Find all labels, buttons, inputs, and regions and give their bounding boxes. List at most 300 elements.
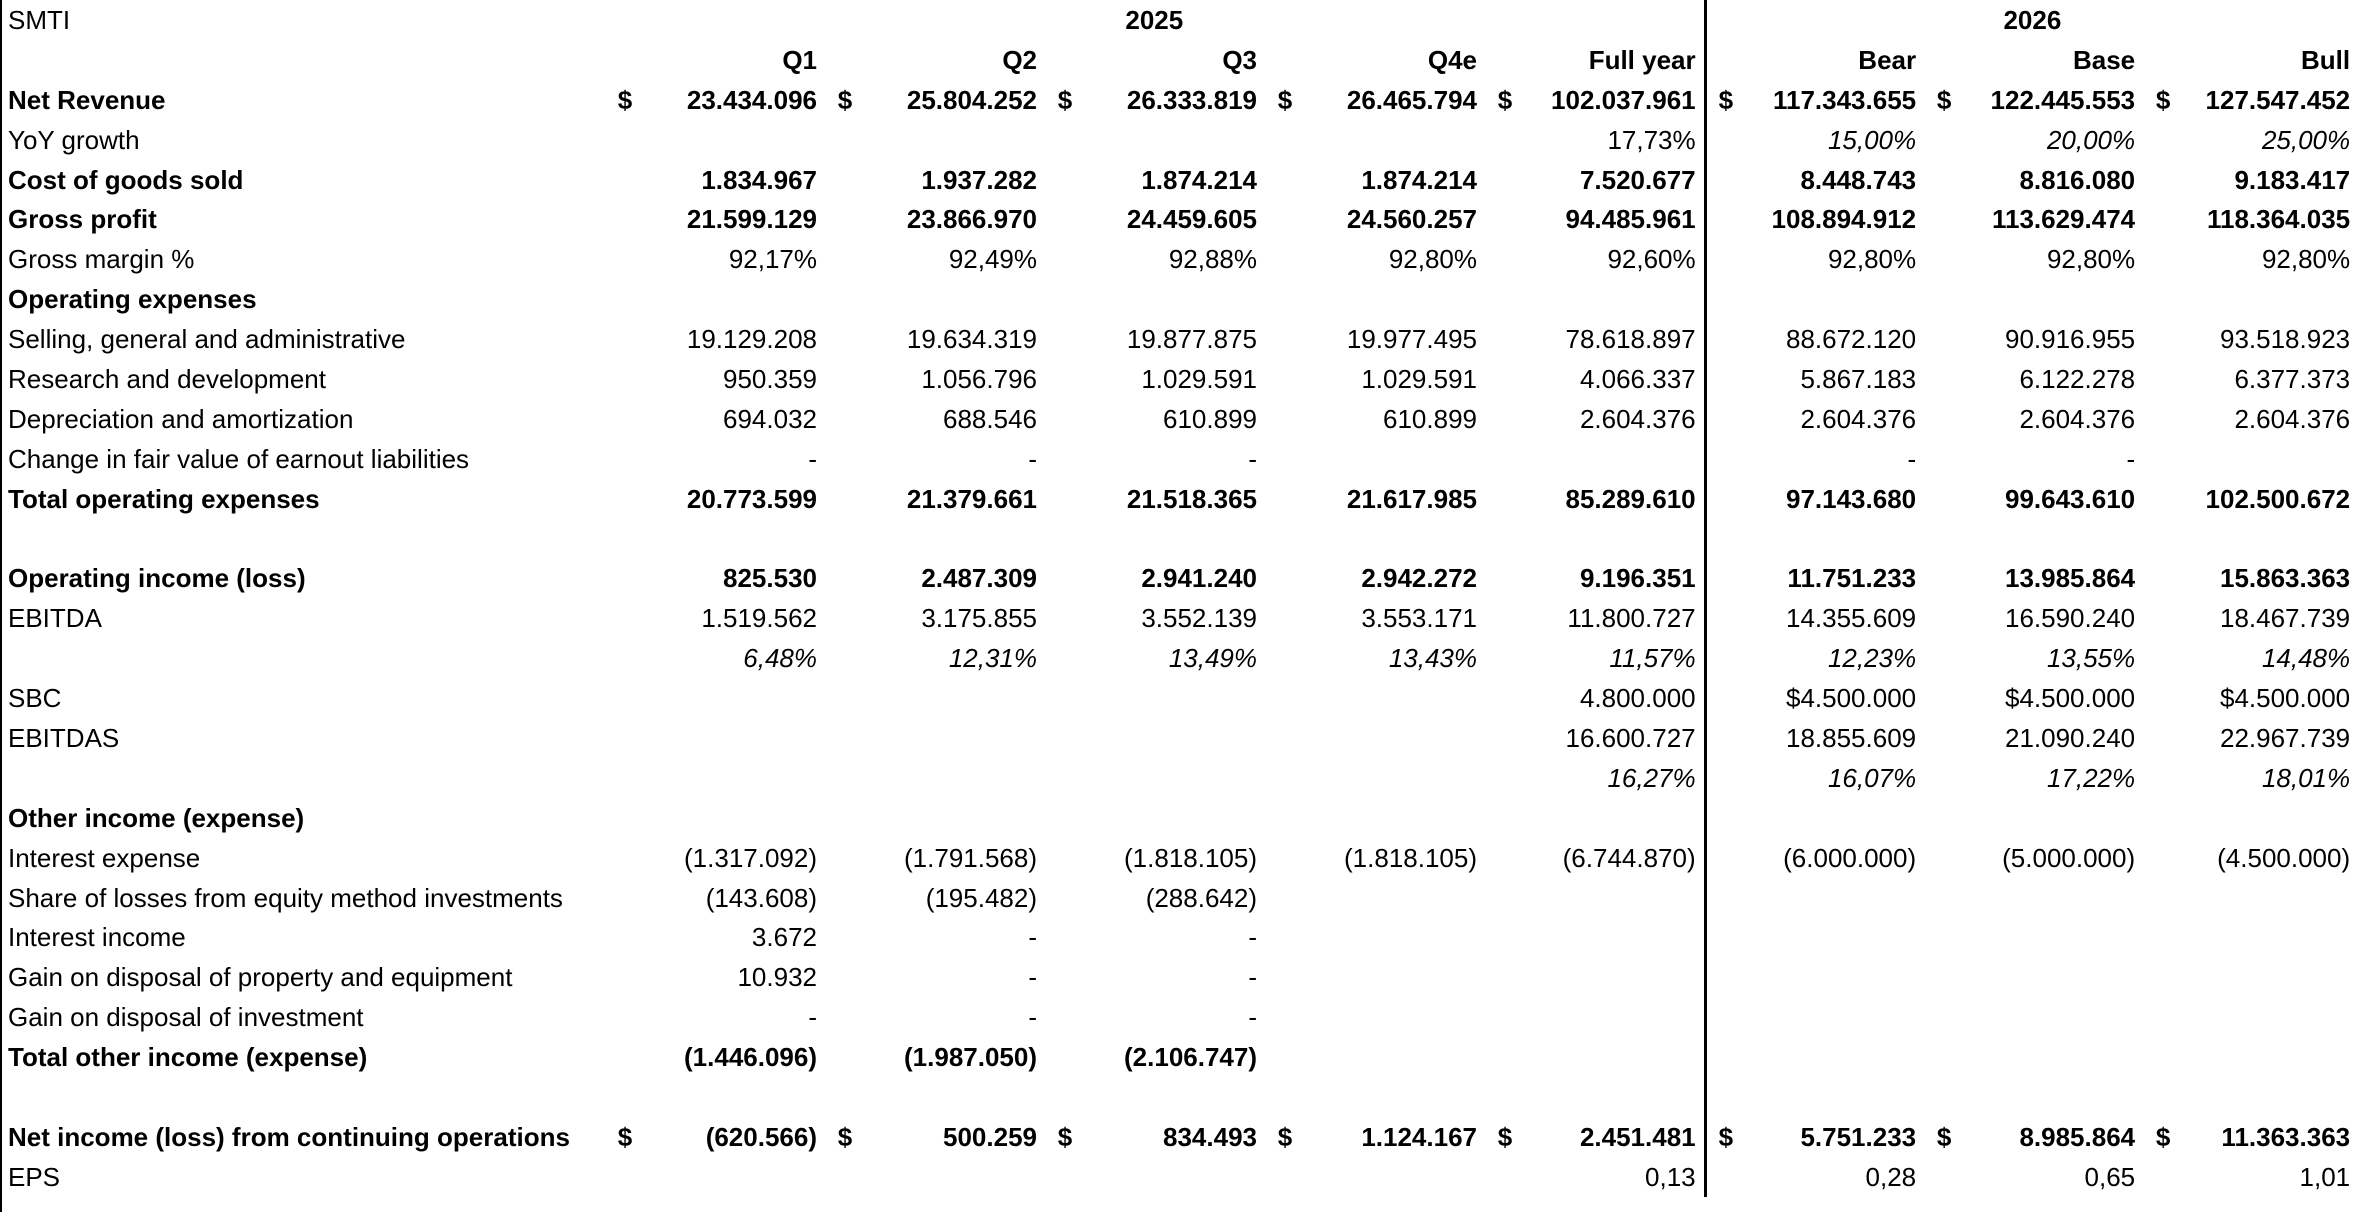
value-cell[interactable]: [1305, 957, 1485, 997]
value-cell[interactable]: (1.317.092): [684, 842, 817, 873]
value-cell[interactable]: [1305, 519, 1485, 559]
value-cell[interactable]: [2183, 798, 2358, 838]
row-label[interactable]: Interest expense: [8, 842, 201, 873]
header-full-year[interactable]: Full year: [1525, 40, 1705, 80]
dollar-sign-cell[interactable]: [1045, 479, 1085, 519]
header-q1[interactable]: Q1: [782, 44, 817, 75]
dollar-sign-cell[interactable]: [1705, 1037, 1745, 1077]
dollar-sign-cell[interactable]: [1924, 199, 1964, 239]
dollar-sign-cell[interactable]: $: [1497, 1121, 1513, 1152]
dollar-sign-cell[interactable]: [1485, 120, 1525, 160]
dollar-sign-cell[interactable]: [1265, 319, 1305, 359]
dollar-sign-cell[interactable]: [1045, 917, 1085, 957]
value-cell[interactable]: 15,00%: [1827, 124, 1917, 155]
value-cell[interactable]: 2.487.309: [921, 563, 1037, 594]
dollar-sign-cell[interactable]: [1485, 279, 1525, 319]
header-q4e[interactable]: Q4e: [1427, 44, 1477, 75]
value-cell[interactable]: [1305, 798, 1485, 838]
value-cell[interactable]: 92,17%: [728, 244, 817, 275]
value-cell[interactable]: (143.608): [705, 882, 817, 913]
dollar-sign-cell[interactable]: [1265, 519, 1305, 559]
dollar-sign-cell[interactable]: [605, 917, 645, 957]
value-cell[interactable]: (6.744.870): [1525, 838, 1705, 878]
dollar-sign-cell[interactable]: [1485, 399, 1525, 439]
value-cell[interactable]: [1745, 798, 1924, 838]
value-cell[interactable]: [1305, 120, 1485, 160]
header-label-cell[interactable]: [0, 40, 605, 80]
value-cell[interactable]: [1305, 1157, 1485, 1197]
dollar-sign-cell[interactable]: [1265, 598, 1305, 638]
value-cell[interactable]: $4.500.000: [2219, 683, 2351, 714]
value-cell[interactable]: [1525, 279, 1705, 319]
dollar-sign-cell[interactable]: [1265, 638, 1305, 678]
dollar-sign-cell[interactable]: [1705, 519, 1745, 559]
value-cell[interactable]: 8.985.864: [2019, 1121, 2136, 1152]
row-label[interactable]: Interest income: [8, 922, 186, 953]
dollar-sign-cell[interactable]: [1924, 479, 1964, 519]
value-cell[interactable]: 17,22%: [2046, 762, 2136, 793]
value-cell[interactable]: -: [1028, 1002, 1037, 1033]
value-cell[interactable]: 17,73%: [1525, 120, 1705, 160]
value-cell[interactable]: 1.056.796: [921, 363, 1037, 394]
dollar-sign-cell[interactable]: [1265, 878, 1305, 918]
value-cell[interactable]: (6.000.000): [1783, 842, 1917, 873]
value-cell[interactable]: 4.066.337: [1525, 359, 1705, 399]
value-cell[interactable]: 16.600.727: [1525, 718, 1705, 758]
value-cell[interactable]: [645, 718, 825, 758]
dollar-sign-cell[interactable]: [1265, 957, 1305, 997]
row-label[interactable]: Operating expenses: [8, 284, 257, 315]
value-cell[interactable]: [1525, 917, 1705, 957]
value-cell[interactable]: 15.863.363: [2219, 563, 2351, 594]
dollar-sign-cell[interactable]: $: [2155, 1121, 2171, 1152]
dollar-sign-cell[interactable]: [2143, 359, 2183, 399]
value-cell[interactable]: 92,80%: [2046, 244, 2136, 275]
value-cell[interactable]: [1964, 878, 2143, 918]
dollar-sign-cell[interactable]: [1265, 439, 1305, 479]
dollar-sign-cell[interactable]: [2143, 598, 2183, 638]
dollar-sign-cell[interactable]: [825, 439, 865, 479]
dollar-sign-cell[interactable]: [2143, 638, 2183, 678]
dollar-sign-cell[interactable]: [825, 1157, 865, 1197]
value-cell[interactable]: 24.560.257: [1346, 204, 1477, 235]
value-cell[interactable]: 23.866.970: [906, 204, 1037, 235]
value-cell[interactable]: 14.355.609: [1785, 603, 1917, 634]
value-cell[interactable]: $4.500.000: [2004, 683, 2136, 714]
row-label[interactable]: Operating income (loss): [8, 563, 306, 594]
dollar-sign-cell[interactable]: [1485, 838, 1525, 878]
dollar-sign-cell[interactable]: [1485, 678, 1525, 718]
dollar-sign-cell[interactable]: [605, 957, 645, 997]
value-cell[interactable]: [1745, 917, 1924, 957]
dollar-sign-cell[interactable]: [1705, 399, 1745, 439]
value-cell[interactable]: 3.552.139: [1141, 603, 1257, 634]
row-label[interactable]: Research and development: [8, 363, 326, 394]
value-cell[interactable]: 5.867.183: [1800, 363, 1917, 394]
dollar-sign-cell[interactable]: [605, 838, 645, 878]
value-cell[interactable]: [645, 798, 825, 838]
dollar-sign-cell[interactable]: [1265, 279, 1305, 319]
dollar-sign-cell[interactable]: [1045, 319, 1085, 359]
row-label[interactable]: YoY growth: [8, 124, 140, 155]
value-cell[interactable]: 1.029.591: [1361, 363, 1477, 394]
value-cell[interactable]: 16,27%: [1525, 758, 1705, 798]
value-cell[interactable]: 24.459.605: [1126, 204, 1257, 235]
dollar-sign-cell[interactable]: [1924, 678, 1964, 718]
dollar-sign-cell[interactable]: [825, 199, 865, 239]
value-cell[interactable]: 25,00%: [2261, 124, 2351, 155]
value-cell[interactable]: [2183, 957, 2358, 997]
dollar-sign-cell[interactable]: [1485, 439, 1525, 479]
value-cell[interactable]: 6.122.278: [2019, 363, 2136, 394]
dollar-sign-cell[interactable]: [2143, 479, 2183, 519]
value-cell[interactable]: 99.643.610: [2004, 483, 2136, 514]
row-label[interactable]: Gross margin %: [8, 244, 195, 275]
dollar-sign-cell[interactable]: [1924, 598, 1964, 638]
value-cell[interactable]: (5.000.000): [2002, 842, 2136, 873]
dollar-sign-cell[interactable]: [605, 678, 645, 718]
value-cell[interactable]: [1964, 1037, 2143, 1077]
value-cell[interactable]: 92,80%: [1388, 244, 1477, 275]
value-cell[interactable]: 88.672.120: [1785, 324, 1917, 355]
dollar-sign-cell[interactable]: [605, 479, 645, 519]
value-cell[interactable]: -: [2126, 443, 2136, 474]
dollar-sign-cell[interactable]: [605, 279, 645, 319]
row-label[interactable]: Cost of goods sold: [8, 164, 244, 195]
dollar-sign-cell[interactable]: $: [1718, 1121, 1734, 1152]
value-cell[interactable]: 92,80%: [1827, 244, 1917, 275]
dollar-sign-cell[interactable]: [825, 558, 865, 598]
dollar-sign-cell[interactable]: [1924, 519, 1964, 559]
row-label[interactable]: [0, 638, 605, 678]
dollar-sign-cell[interactable]: [825, 399, 865, 439]
dollar-sign-cell[interactable]: [1485, 1077, 1525, 1117]
dollar-sign-cell[interactable]: [1265, 160, 1305, 200]
value-cell[interactable]: 688.546: [943, 403, 1037, 434]
header-q3[interactable]: Q3: [1222, 44, 1257, 75]
value-cell[interactable]: 1.834.967: [701, 164, 817, 195]
dollar-sign-cell[interactable]: [825, 160, 865, 200]
dollar-sign-cell[interactable]: [2143, 1077, 2183, 1117]
value-cell[interactable]: 0,28: [1865, 1161, 1917, 1192]
value-cell[interactable]: [1964, 957, 2143, 997]
value-cell[interactable]: -: [1028, 922, 1037, 953]
dollar-sign-cell[interactable]: $: [617, 1121, 633, 1152]
dollar-sign-cell[interactable]: [2143, 160, 2183, 200]
dollar-sign-cell[interactable]: [1705, 319, 1745, 359]
dollar-sign-cell[interactable]: [1045, 1157, 1085, 1197]
dollar-sign-cell[interactable]: [605, 319, 645, 359]
row-label[interactable]: Change in fair value of earnout liabilities: [8, 443, 470, 474]
value-cell[interactable]: [1525, 1077, 1705, 1117]
dollar-sign-cell[interactable]: [1705, 359, 1745, 399]
dollar-sign-cell[interactable]: [1265, 838, 1305, 878]
value-cell[interactable]: [1525, 878, 1705, 918]
dollar-sign-cell[interactable]: [2143, 399, 2183, 439]
value-cell[interactable]: 90.916.955: [2004, 324, 2136, 355]
row-label[interactable]: EPS: [8, 1161, 61, 1192]
value-cell[interactable]: 2.451.481: [1525, 1117, 1705, 1157]
value-cell[interactable]: [1305, 917, 1485, 957]
value-cell[interactable]: 2.941.240: [1141, 563, 1257, 594]
value-cell[interactable]: [1305, 279, 1485, 319]
dollar-sign-cell[interactable]: $: [1936, 84, 1952, 115]
dollar-sign-cell[interactable]: [1485, 519, 1525, 559]
dollar-sign-cell[interactable]: [825, 917, 865, 957]
dollar-sign-cell[interactable]: [825, 957, 865, 997]
dollar-sign-cell[interactable]: [1045, 1077, 1085, 1117]
value-cell[interactable]: 12,31%: [948, 643, 1037, 674]
dollar-sign-cell[interactable]: $: [1936, 1121, 1952, 1152]
value-cell[interactable]: -: [1248, 962, 1257, 993]
dollar-sign-cell[interactable]: [605, 558, 645, 598]
value-cell[interactable]: 118.364.035: [2206, 204, 2351, 235]
dollar-sign-cell[interactable]: [1485, 598, 1525, 638]
value-cell[interactable]: 610.899: [1383, 403, 1477, 434]
dollar-sign-cell[interactable]: [1705, 878, 1745, 918]
value-cell[interactable]: (4.500.000): [2217, 842, 2351, 873]
dollar-sign-cell[interactable]: [1924, 838, 1964, 878]
value-cell[interactable]: 113.629.474: [1991, 204, 2136, 235]
dollar-sign-cell[interactable]: [605, 798, 645, 838]
value-cell[interactable]: [1305, 878, 1485, 918]
dollar-sign-cell[interactable]: [1924, 319, 1964, 359]
dollar-sign-cell[interactable]: [1045, 878, 1085, 918]
value-cell[interactable]: 78.618.897: [1525, 319, 1705, 359]
row-label[interactable]: [0, 519, 605, 559]
value-cell[interactable]: [1085, 120, 1265, 160]
value-cell[interactable]: [2183, 997, 2358, 1037]
value-cell[interactable]: 25.804.252: [906, 84, 1037, 115]
dollar-sign-cell[interactable]: [1265, 479, 1305, 519]
dollar-sign-cell[interactable]: [1924, 160, 1964, 200]
dollar-sign-cell[interactable]: [1485, 359, 1525, 399]
row-label[interactable]: Total operating expenses: [8, 483, 320, 514]
ticker-cell[interactable]: SMTI: [8, 4, 71, 35]
dollar-sign-cell[interactable]: [1045, 199, 1085, 239]
value-cell[interactable]: 2.604.376: [1525, 399, 1705, 439]
value-cell[interactable]: 18.467.739: [2219, 603, 2351, 634]
value-cell[interactable]: [645, 120, 825, 160]
value-cell[interactable]: 11,57%: [1525, 638, 1705, 678]
dollar-sign-cell[interactable]: [1924, 638, 1964, 678]
dollar-sign-cell[interactable]: [1265, 359, 1305, 399]
value-cell[interactable]: [1085, 279, 1265, 319]
dollar-sign-cell[interactable]: [1265, 1157, 1305, 1197]
dollar-sign-cell[interactable]: [1045, 519, 1085, 559]
dollar-sign-cell[interactable]: [2143, 1037, 2183, 1077]
value-cell[interactable]: [1745, 279, 1924, 319]
dollar-sign-cell[interactable]: [2143, 878, 2183, 918]
value-cell[interactable]: 94.485.961: [1525, 199, 1705, 239]
value-cell[interactable]: (288.642): [1145, 882, 1257, 913]
dollar-sign-cell[interactable]: [2143, 558, 2183, 598]
dollar-sign-cell[interactable]: [605, 439, 645, 479]
dollar-sign-cell[interactable]: [2143, 957, 2183, 997]
value-cell[interactable]: [1745, 878, 1924, 918]
value-cell[interactable]: 834.493: [1163, 1121, 1257, 1152]
dollar-sign-cell[interactable]: [1265, 199, 1305, 239]
dollar-sign-cell[interactable]: [2143, 798, 2183, 838]
value-cell[interactable]: 102.037.961: [1525, 80, 1705, 120]
dollar-sign-cell[interactable]: [1045, 439, 1085, 479]
dollar-sign-cell[interactable]: [825, 120, 865, 160]
value-cell[interactable]: 127.547.452: [2205, 84, 2351, 115]
row-label[interactable]: Net income (loss) from continuing operations: [8, 1121, 570, 1152]
value-cell[interactable]: [1085, 1157, 1265, 1197]
value-cell[interactable]: [2183, 519, 2358, 559]
value-cell[interactable]: [1964, 997, 2143, 1037]
value-cell[interactable]: 21.599.129: [686, 204, 817, 235]
dollar-sign-cell[interactable]: [1705, 917, 1745, 957]
value-cell[interactable]: 102.500.672: [2205, 483, 2351, 514]
value-cell[interactable]: [1745, 1037, 1924, 1077]
value-cell[interactable]: [2183, 1077, 2358, 1117]
value-cell[interactable]: [1745, 997, 1924, 1037]
dollar-sign-cell[interactable]: [1265, 558, 1305, 598]
value-cell[interactable]: 825.530: [723, 563, 817, 594]
dollar-sign-cell[interactable]: [2143, 199, 2183, 239]
dollar-sign-cell[interactable]: [825, 319, 865, 359]
value-cell[interactable]: 10.932: [737, 962, 817, 993]
value-cell[interactable]: [2183, 439, 2358, 479]
value-cell[interactable]: 3.672: [751, 922, 817, 953]
dollar-sign-cell[interactable]: [605, 718, 645, 758]
value-cell[interactable]: 11.363.363: [2221, 1121, 2351, 1152]
dollar-sign-cell[interactable]: [1485, 1157, 1525, 1197]
value-cell[interactable]: 14,48%: [2261, 643, 2351, 674]
dollar-sign-cell[interactable]: [1265, 239, 1305, 279]
dollar-sign-cell[interactable]: [1924, 997, 1964, 1037]
row-label[interactable]: Gain on disposal of property and equipment: [8, 962, 513, 993]
dollar-sign-cell[interactable]: [825, 598, 865, 638]
value-cell[interactable]: [1525, 519, 1705, 559]
value-cell[interactable]: 19.977.495: [1346, 324, 1477, 355]
dollar-sign-cell[interactable]: [1485, 718, 1525, 758]
value-cell[interactable]: [2183, 1037, 2358, 1077]
dollar-sign-cell[interactable]: [1924, 718, 1964, 758]
dollar-sign-cell[interactable]: [1924, 439, 1964, 479]
dollar-sign-cell[interactable]: [825, 1037, 865, 1077]
dollar-sign-cell[interactable]: [2143, 519, 2183, 559]
dollar-sign-cell[interactable]: [1924, 917, 1964, 957]
dollar-sign-cell[interactable]: [1705, 957, 1745, 997]
value-cell[interactable]: [865, 120, 1045, 160]
value-cell[interactable]: (1.818.105): [1344, 842, 1477, 873]
value-cell[interactable]: 21.617.985: [1346, 483, 1477, 514]
value-cell[interactable]: 7.520.677: [1525, 160, 1705, 200]
dollar-sign-cell[interactable]: [605, 1037, 645, 1077]
value-cell[interactable]: 122.445.553: [1990, 84, 2136, 115]
header-bear[interactable]: Bear: [1858, 44, 1917, 75]
value-cell[interactable]: [865, 678, 1045, 718]
value-cell[interactable]: 13.985.864: [2004, 563, 2136, 594]
value-cell[interactable]: 92,88%: [1168, 244, 1257, 275]
value-cell[interactable]: [865, 1077, 1045, 1117]
value-cell[interactable]: 93.518.923: [2219, 324, 2351, 355]
dollar-sign-cell[interactable]: [825, 519, 865, 559]
dollar-sign-cell[interactable]: [825, 997, 865, 1037]
value-cell[interactable]: 8.448.743: [1800, 164, 1917, 195]
value-cell[interactable]: [645, 1157, 825, 1197]
dollar-sign-cell[interactable]: [1485, 239, 1525, 279]
value-cell[interactable]: -: [1248, 1002, 1257, 1033]
value-cell[interactable]: 85.289.610: [1525, 479, 1705, 519]
value-cell[interactable]: 5.751.233: [1800, 1121, 1917, 1152]
dollar-sign-cell[interactable]: [1485, 878, 1525, 918]
dollar-sign-cell[interactable]: [1485, 1037, 1525, 1077]
value-cell[interactable]: (1.818.105): [1124, 842, 1257, 873]
dollar-sign-cell[interactable]: [2143, 838, 2183, 878]
dollar-sign-cell[interactable]: [1924, 359, 1964, 399]
dollar-sign-cell[interactable]: [605, 239, 645, 279]
value-cell[interactable]: -: [808, 1002, 817, 1033]
dollar-sign-cell[interactable]: [2143, 439, 2183, 479]
dollar-sign-cell[interactable]: $: [1497, 84, 1513, 115]
dollar-sign-cell[interactable]: $: [837, 1121, 853, 1152]
value-cell[interactable]: [1525, 957, 1705, 997]
dollar-sign-cell[interactable]: [825, 798, 865, 838]
value-cell[interactable]: [865, 798, 1045, 838]
value-cell[interactable]: 13,55%: [2046, 643, 2136, 674]
dollar-sign-cell[interactable]: [1705, 439, 1745, 479]
dollar-sign-cell[interactable]: [2143, 1157, 2183, 1197]
value-cell[interactable]: (195.482): [925, 882, 1037, 913]
value-cell[interactable]: [865, 519, 1045, 559]
dollar-sign-cell[interactable]: [1924, 120, 1964, 160]
row-label[interactable]: Gain on disposal of investment: [8, 1002, 364, 1033]
dollar-sign-cell[interactable]: [1924, 878, 1964, 918]
dollar-sign-cell[interactable]: [1485, 199, 1525, 239]
value-cell[interactable]: 950.359: [723, 363, 817, 394]
dollar-sign-cell[interactable]: [605, 997, 645, 1037]
value-cell[interactable]: 19.634.319: [906, 324, 1037, 355]
row-label[interactable]: Other income (expense): [8, 802, 305, 833]
dollar-sign-cell[interactable]: [1045, 1037, 1085, 1077]
dollar-sign-cell[interactable]: [1924, 798, 1964, 838]
dollar-sign-cell[interactable]: $: [837, 84, 853, 115]
dollar-sign-cell[interactable]: [1485, 558, 1525, 598]
dollar-sign-cell[interactable]: [1265, 758, 1305, 798]
value-cell[interactable]: 108.894.912: [1771, 204, 1917, 235]
header-q2[interactable]: Q2: [1002, 44, 1037, 75]
dollar-sign-cell[interactable]: [1045, 718, 1085, 758]
dollar-sign-cell[interactable]: [1705, 199, 1745, 239]
dollar-sign-cell[interactable]: [1045, 598, 1085, 638]
value-cell[interactable]: [865, 718, 1045, 758]
dollar-sign-cell[interactable]: [2143, 120, 2183, 160]
dollar-sign-cell[interactable]: [1265, 798, 1305, 838]
dollar-sign-cell[interactable]: [1485, 638, 1525, 678]
value-cell[interactable]: 97.143.680: [1785, 483, 1917, 514]
value-cell[interactable]: [1745, 519, 1924, 559]
value-cell[interactable]: $4.500.000: [1785, 683, 1917, 714]
dollar-sign-cell[interactable]: [825, 1077, 865, 1117]
value-cell[interactable]: [865, 279, 1045, 319]
value-cell[interactable]: [1964, 917, 2143, 957]
value-cell[interactable]: -: [1248, 443, 1257, 474]
dollar-sign-cell[interactable]: [1045, 798, 1085, 838]
value-cell[interactable]: 18,01%: [2261, 762, 2351, 793]
value-cell[interactable]: 22.967.739: [2219, 722, 2351, 753]
dollar-sign-cell[interactable]: [2143, 718, 2183, 758]
value-cell[interactable]: 8.816.080: [2019, 164, 2136, 195]
dollar-sign-cell[interactable]: [1924, 1077, 1964, 1117]
dollar-sign-cell[interactable]: [1265, 718, 1305, 758]
value-cell[interactable]: [1305, 1077, 1485, 1117]
value-cell[interactable]: -: [1028, 962, 1037, 993]
dollar-sign-cell[interactable]: [2143, 678, 2183, 718]
